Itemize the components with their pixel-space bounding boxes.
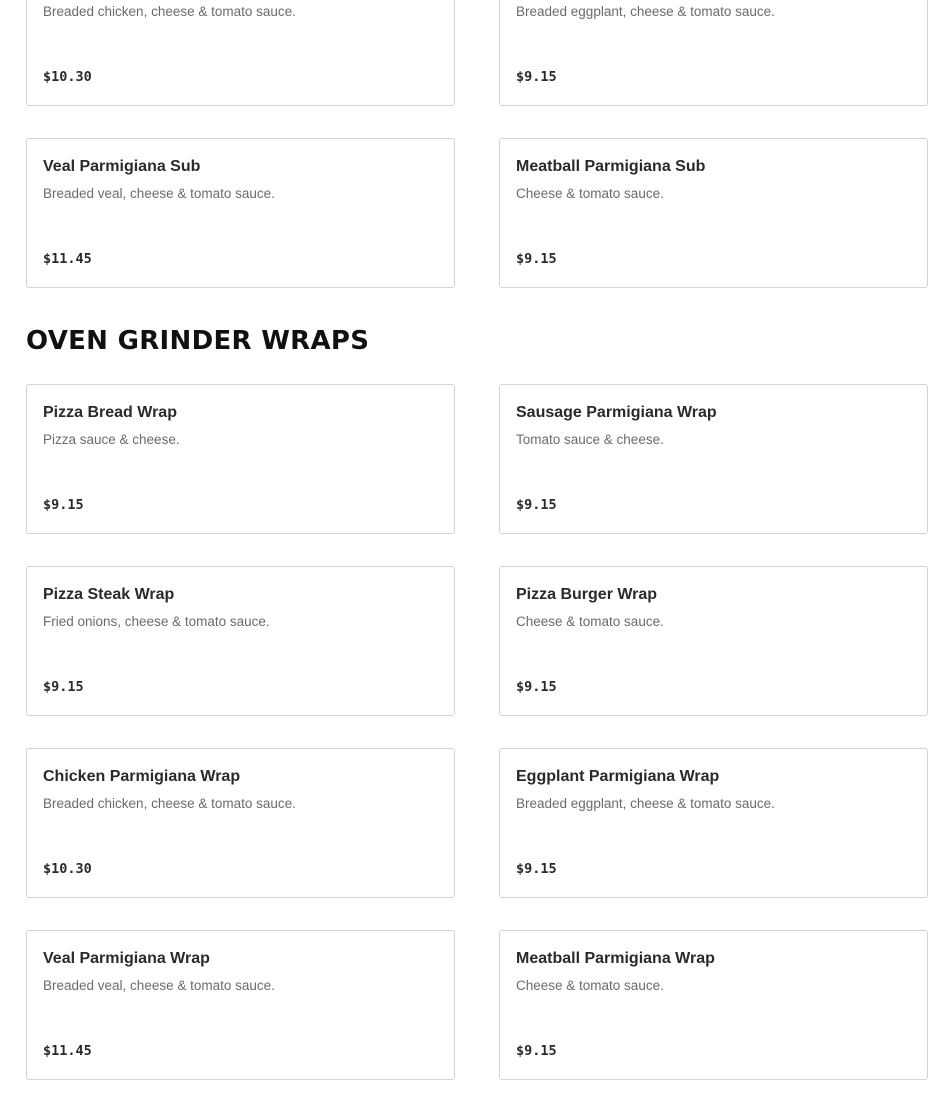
menu-item-name: Veal Parmigiana Sub [43,158,201,175]
menu-item-name: Pizza Bread Wrap [43,404,177,421]
menu-item-description: Breaded eggplant, cheese & tomato sauce. [516,796,775,811]
menu-item-description: Pizza sauce & cheese. [43,432,180,447]
menu-item-card[interactable] [26,0,455,106]
menu-item-card[interactable] [499,384,928,534]
menu-item-card[interactable] [499,138,928,288]
menu-item-name: Meatball Parmigiana Wrap [516,950,715,967]
menu-item-price: $10.30 [43,861,92,877]
menu-item-price: $9.15 [516,497,557,513]
menu-item-card[interactable] [26,566,455,716]
menu-item-description: Breaded veal, cheese & tomato sauce. [43,978,275,993]
menu-item-name: Chicken Parmigiana Wrap [43,768,241,785]
menu-item-card[interactable] [26,930,455,1080]
menu-item-name: Veal Parmigiana Wrap [43,950,210,967]
menu-item-price: $10.30 [43,69,92,85]
menu-item-card[interactable] [499,566,928,716]
menu-item-description: Breaded chicken, cheese & tomato sauce. [43,4,296,19]
menu-item-price: $9.15 [43,497,84,513]
menu-item-description: Fried onions, cheese & tomato sauce. [43,614,270,629]
menu-item-description: Cheese & tomato sauce. [516,186,664,201]
menu-item-price: $9.15 [516,861,557,877]
menu-item-description: Cheese & tomato sauce. [516,614,664,629]
wraps-grid [26,384,928,1080]
menu-item-card[interactable] [499,0,928,106]
menu-item-description: Tomato sauce & cheese. [516,432,664,447]
menu-item-price: $9.15 [516,251,557,267]
menu-item-price: $9.15 [516,679,557,695]
menu-item-description: Cheese & tomato sauce. [516,978,664,993]
menu-item-name: Pizza Steak Wrap [43,586,175,603]
menu-item-card[interactable] [26,748,455,898]
subs-grid [26,0,928,288]
menu-item-card[interactable] [26,384,455,534]
menu-item-name: Meatball Parmigiana Sub [516,158,706,175]
menu-item-card[interactable] [499,748,928,898]
menu-item-price: $9.15 [43,679,84,695]
menu-item-card[interactable] [26,138,455,288]
menu-item-price: $11.45 [43,251,92,267]
menu-item-description: Breaded veal, cheese & tomato sauce. [43,186,275,201]
menu-item-price: $9.15 [516,1043,557,1059]
menu-item-card[interactable] [499,930,928,1080]
section-title: OVEN GRINDER WRAPS [26,326,370,356]
menu-item-name: Pizza Burger Wrap [516,586,658,603]
menu-item-name: Eggplant Parmigiana Wrap [516,768,720,785]
menu-item-price: $9.15 [516,69,557,85]
menu-item-name: Sausage Parmigiana Wrap [516,404,717,421]
menu-item-price: $11.45 [43,1043,92,1059]
menu-item-description: Breaded eggplant, cheese & tomato sauce. [516,4,775,19]
menu-item-description: Breaded chicken, cheese & tomato sauce. [43,796,296,811]
